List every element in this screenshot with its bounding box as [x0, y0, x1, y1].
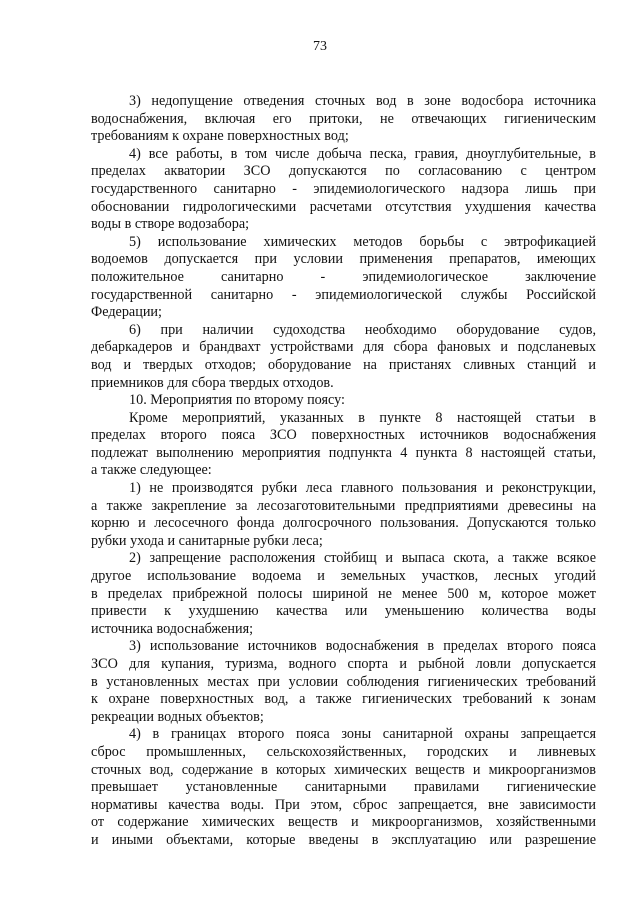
- text-line: а также закрепление за лесозаготовительными предприятиями древесины на: [91, 497, 596, 514]
- text-line: водоснабжения, включая его притоки, не отвечающих гигиеническим: [91, 110, 596, 127]
- page-number: 73: [313, 39, 327, 54]
- text-line: а также следующее:: [91, 462, 212, 479]
- text-line: вод и твердых отходов; оборудование на пристанях сливных станций и: [91, 356, 596, 373]
- text-line: пределах акватории ЗСО допускаются по согласованию с центром: [91, 163, 596, 180]
- text-line: в установленных местах при условии соблюдения гигиенических требований: [91, 673, 596, 690]
- text-line: превышает установленные санитарными правилами гигиенические: [91, 779, 596, 796]
- text-line: и иными объектами, которые введены в эксплуатацию или разрешение: [91, 831, 596, 848]
- text-line: воды в створе водозабора;: [91, 216, 250, 233]
- text-line: водоемов допускается при условии применения препаратов, имеющих: [91, 251, 596, 268]
- text-line: сточных вод, содержание в которых химических веществ и микроорганизмов: [91, 761, 596, 778]
- text-line: 1) не производятся рубки леса главного пользования и реконструкции,: [129, 480, 596, 497]
- document-body: [91, 93, 596, 850]
- text-line: привести к ухудшению качества или уменьшению количества воды: [91, 603, 596, 620]
- text-line: 5) использование химических методов борьбы с эвтрофикацией: [129, 233, 596, 250]
- text-line: пределах второго пояса ЗСО поверхностных источников водоснабжения: [91, 427, 596, 444]
- text-line: к охране поверхностных вод, а также гигиенических требований к зонам: [91, 691, 596, 708]
- text-line: Федерации;: [91, 304, 162, 321]
- text-line: Кроме мероприятий, указанных в пункте 8 настоящей статьи в: [129, 409, 596, 426]
- text-line: рубки ухода и санитарные рубки леса;: [91, 532, 323, 549]
- text-line: нормативы качества воды. При этом, сброс запрещается, вне зависимости: [91, 796, 596, 813]
- text-line: 4) в границах второго пояса зоны санитарной охраны запрещается: [129, 726, 596, 743]
- text-line: 3) недопущение отведения сточных вод в зоне водосбора источника: [129, 93, 596, 109]
- text-line: обосновании гидрологическими расчетами отсутствия ухудшения качества: [91, 198, 596, 215]
- text-line: 10. Мероприятия по второму поясу:: [129, 392, 345, 409]
- text-line: государственной санитарно - эпидемиологической службы Российской: [91, 286, 596, 303]
- text-line: корню и лесосечного фонда долгосрочного пользования. Допускаются только: [91, 515, 596, 532]
- text-line: 4) все работы, в том числе добыча песка, гравия, дноуглубительные, в: [129, 145, 596, 162]
- text-line: дебаркадеров и брандвахт устройствами для сбора фановых и подсланевых: [91, 339, 596, 356]
- text-line: 3) использование источников водоснабжения в пределах второго пояса: [129, 638, 596, 655]
- text-line: рекреации водных объектов;: [91, 708, 264, 725]
- text-line: сброс промышленных, сельскохозяйственных, городских и ливневых: [91, 743, 596, 760]
- text-line: от содержание химических веществ и микроорганизмов, хозяйственными: [91, 814, 596, 831]
- text-line: подлежат выполнению мероприятия подпункта 4 пункта 8 настоящей статьи,: [91, 444, 596, 461]
- text-line: требованиям к охране поверхностных вод;: [91, 128, 349, 145]
- text-line: 6) при наличии судоходства необходимо оборудование судов,: [129, 321, 596, 338]
- text-line: источника водоснабжения;: [91, 620, 254, 637]
- text-line: в пределах прибрежной полосы шириной не менее 500 м, которое может: [91, 585, 596, 602]
- text-line: государственного санитарно - эпидемиологического надзора лишь при: [91, 180, 596, 197]
- text-line: положительное санитарно - эпидемиологическое заключение: [91, 268, 596, 285]
- text-line: другое использование водоема и земельных участков, лесных угодий: [91, 568, 596, 585]
- text-line: ЗСО для купания, туризма, водного спорта и рыбной ловли допускается: [91, 656, 596, 672]
- text-line: приемников для сбора твердых отходов.: [91, 374, 334, 391]
- text-line: 2) запрещение расположения стойбищ и выпаса скота, а также всякое: [129, 550, 596, 567]
